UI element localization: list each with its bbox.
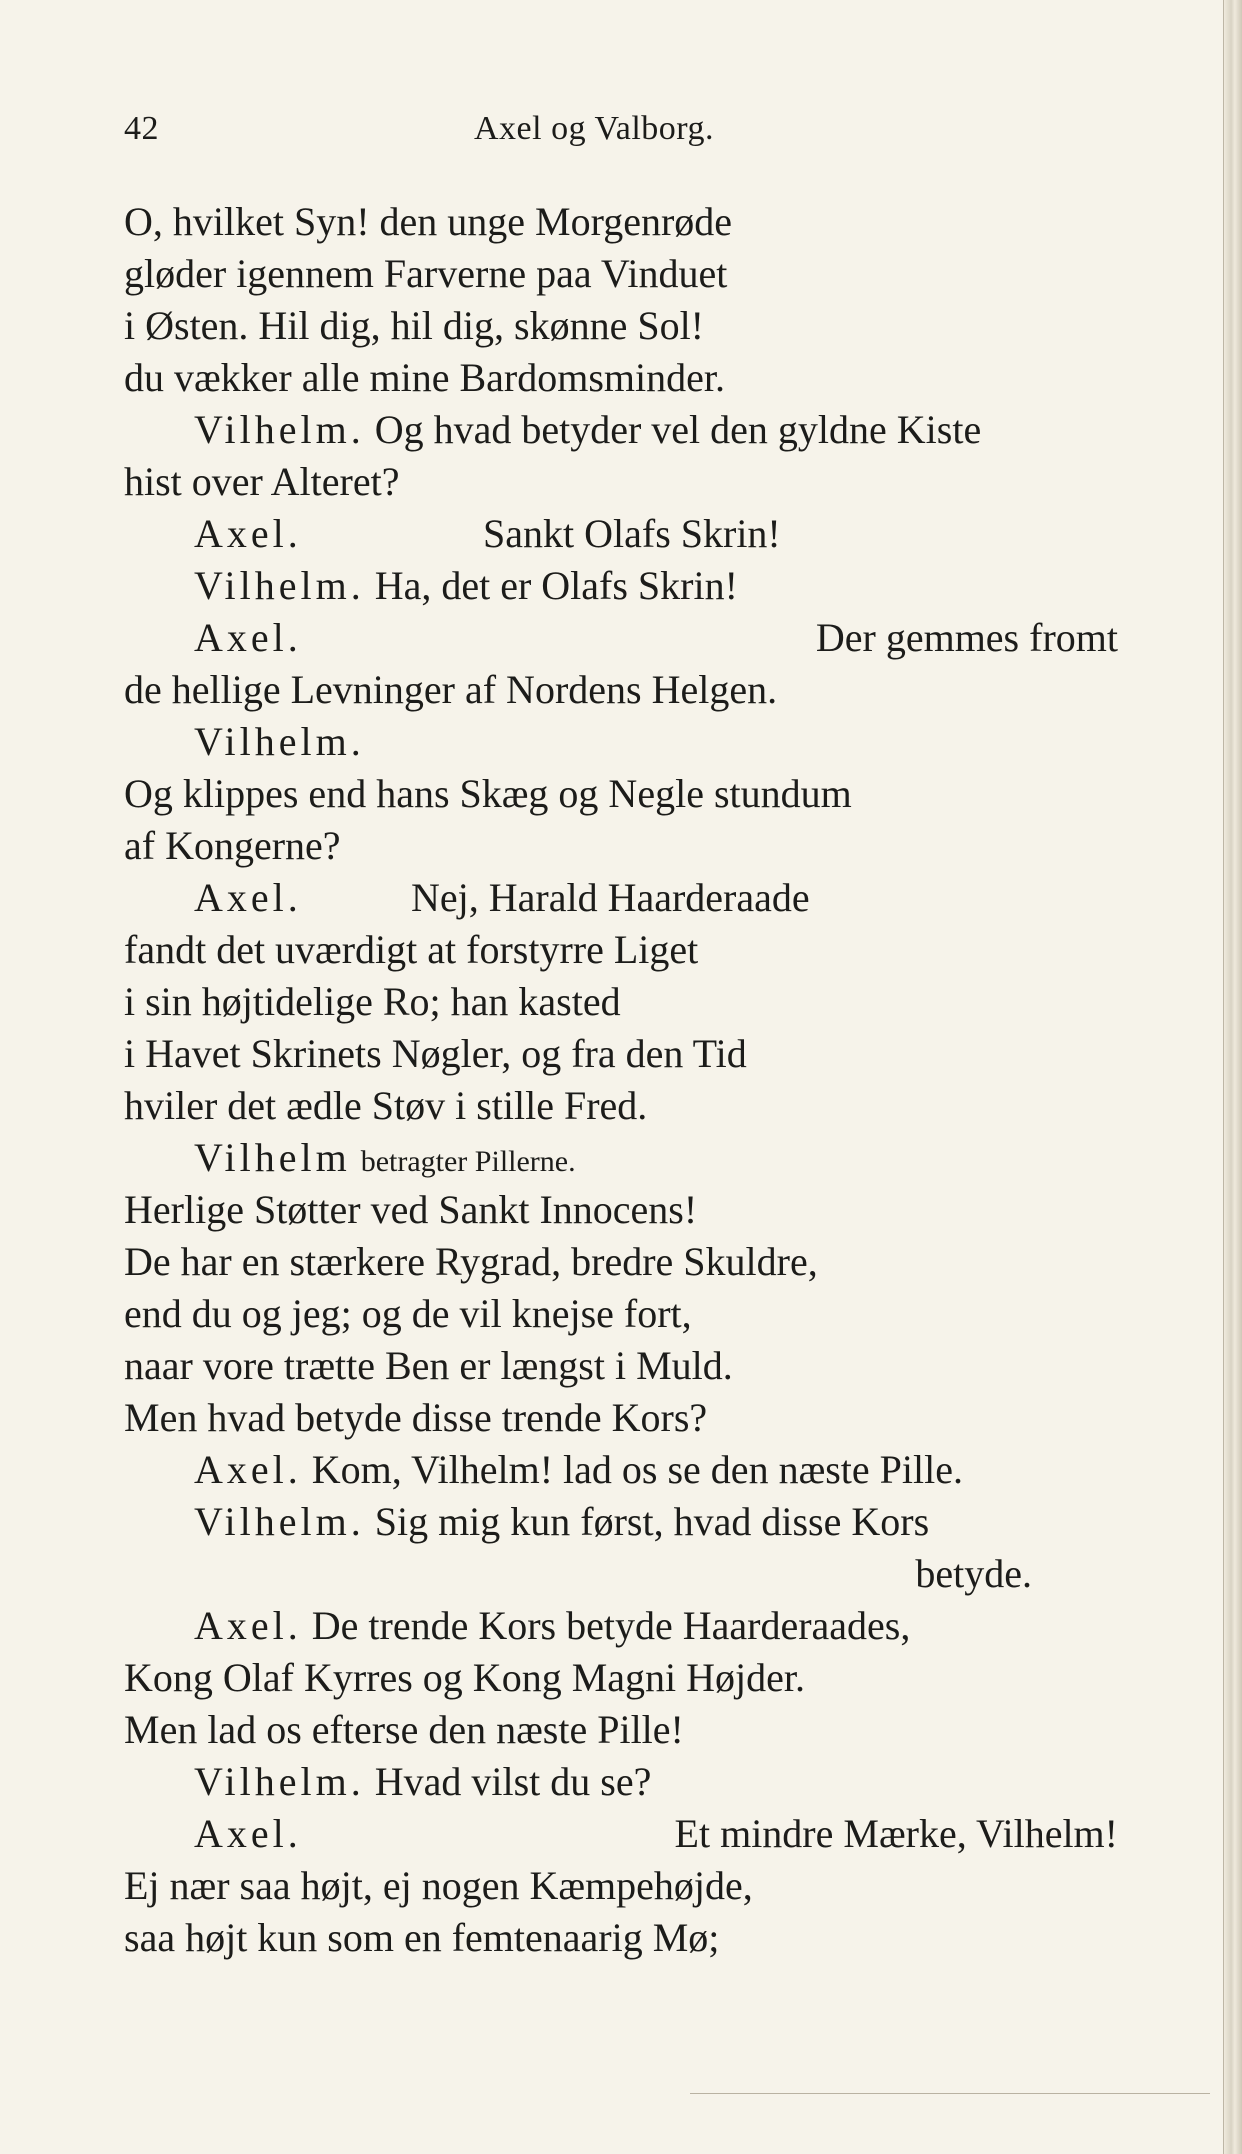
verse-line: Men hvad betyde disse trende Kors? [124, 1395, 708, 1440]
stage-direction: betragter Pillerne. [360, 1145, 576, 1178]
dialogue-text [124, 196, 1134, 1964]
running-title: Axel og Valborg. [474, 110, 715, 147]
verse-line: i Østen. Hil dig, hil dig, skønne Sol! [124, 303, 704, 348]
speech-line [124, 1444, 1134, 1496]
speech-text: Et mindre Mærke, Vilhelm! [674, 1811, 1118, 1856]
speaker-name: Axel. [194, 615, 302, 660]
verse-line: Herlige Støtter ved Sankt Innocens! [124, 1187, 698, 1232]
speech-line [124, 560, 1134, 612]
speaker-name: Axel. [194, 1603, 302, 1648]
verse-line: O, hvilket Syn! den unge Morgenrøde [124, 199, 733, 244]
verse-line: i Havet Skrinets Nøgler, og fra den Tid [124, 1031, 747, 1076]
bottom-rule [690, 2093, 1210, 2094]
page-number: 42 [124, 110, 159, 147]
verse-line: hist over Alteret? [124, 459, 400, 504]
speech-line [124, 612, 1134, 664]
speech-line [124, 1808, 1134, 1860]
speech-line [124, 1756, 1134, 1808]
speech-line [124, 716, 1134, 768]
speaker-name: Axel. [194, 1811, 302, 1856]
speech-text: Kom, Vilhelm! lad os se den næste Pille. [311, 1447, 964, 1492]
speech-line [124, 872, 1134, 924]
speaker-name: Axel. [194, 875, 302, 920]
verse-line: du vækker alle mine Bardomsminder. [124, 355, 725, 400]
verse-line: gløder igennem Farverne paa Vinduet [124, 251, 728, 296]
speaker-name: Vilhelm. [194, 719, 365, 764]
speaker-name: Axel. [194, 1447, 302, 1492]
page-header [124, 110, 1124, 160]
verse-line: De har en stærkere Rygrad, bredre Skuldre, [124, 1239, 818, 1284]
speech-text: Nej, Harald Haarderaade [411, 875, 810, 920]
speech-text: Der gemmes fromt [815, 615, 1118, 660]
verse-line: Men lad os efterse den næste Pille! [124, 1707, 684, 1752]
speech-line [124, 1132, 1134, 1184]
verse-line: Og klippes end hans Skæg og Negle stundum [124, 771, 852, 816]
verse-line: i sin højtidelige Ro; han kasted [124, 979, 621, 1024]
verse-line: naar vore trætte Ben er længst i Muld. [124, 1343, 733, 1388]
speaker-name: Axel. [194, 511, 302, 556]
verse-line: betyde. [915, 1551, 1032, 1596]
speaker-name: Vilhelm. [194, 1499, 365, 1544]
speech-text: Sankt Olafs Skrin! [483, 511, 781, 556]
speech-text: De trende Kors betyde Haarderaades, [311, 1603, 911, 1648]
verse-line: Ej nær saa højt, ej nogen Kæmpehøjde, [124, 1863, 753, 1908]
speech-text: Hvad vilst du se? [374, 1759, 652, 1804]
speech-text: Ha, det er Olafs Skrin! [374, 563, 738, 608]
verse-line: Kong Olaf Kyrres og Kong Magni Højder. [124, 1655, 805, 1700]
speech-line [124, 1496, 1134, 1548]
verse-line: saa højt kun som en femtenaarig Mø; [124, 1915, 720, 1960]
speaker-name: Vilhelm [194, 1135, 351, 1180]
speech-line [124, 1600, 1134, 1652]
verse-line: de hellige Levninger af Nordens Helgen. [124, 667, 778, 712]
speaker-name: Vilhelm. [194, 407, 365, 452]
verse-line: fandt det uværdigt at forstyrre Liget [124, 927, 699, 972]
speaker-name: Vilhelm. [194, 1759, 365, 1804]
verse-line: hviler det ædle Støv i stille Fred. [124, 1083, 648, 1128]
speech-text: Og hvad betyder vel den gyldne Kiste [374, 407, 982, 452]
page-edge [1223, 0, 1242, 2154]
speech-line [124, 404, 1134, 456]
verse-line: end du og jeg; og de vil knejse fort, [124, 1291, 692, 1336]
speech-text: Sig mig kun først, hvad disse Kors [374, 1499, 930, 1544]
speaker-name: Vilhelm. [194, 563, 365, 608]
verse-line: af Kongerne? [124, 823, 341, 868]
speech-line [124, 508, 1134, 560]
